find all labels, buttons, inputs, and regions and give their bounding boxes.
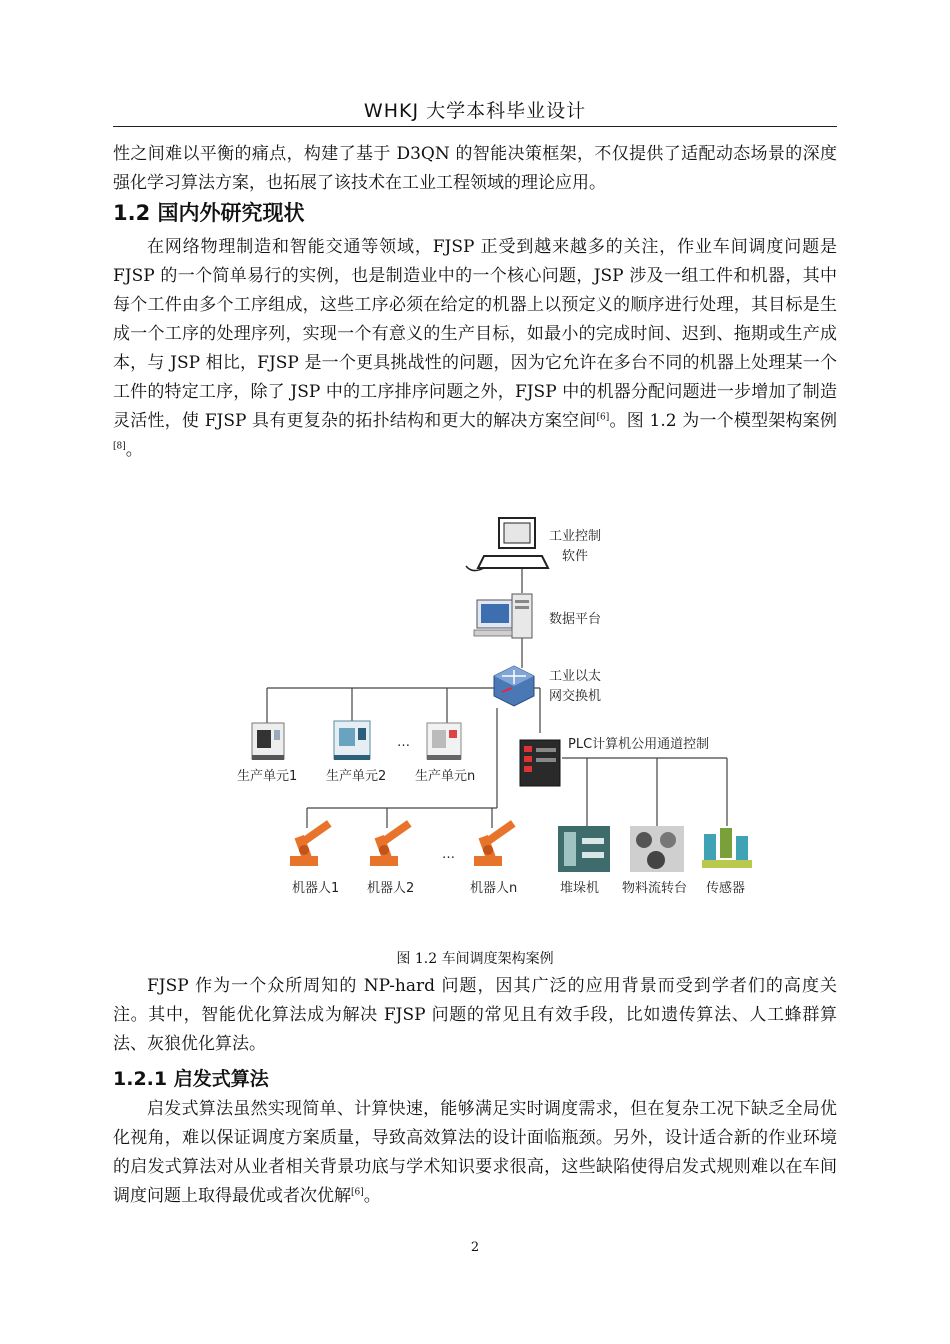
robotn-label: 机器人n	[470, 881, 518, 896]
page-header: WHKJ 大学本科毕业设计	[363, 100, 587, 122]
unitn-label: 生产单元n	[415, 769, 476, 784]
stacker-label: 堆垛机	[560, 881, 600, 896]
citation-ref: [6]	[596, 412, 610, 423]
software-label-line2: 软件	[562, 549, 589, 564]
paragraph-text: 。	[363, 1186, 381, 1206]
plc-controller-icon	[520, 740, 560, 786]
figure-caption: 图 1.2 车间调度架构案例	[396, 951, 554, 967]
software-label-line1: 工业控制	[549, 529, 602, 544]
workshop-architecture-figure	[222, 508, 762, 908]
network-switch-icon	[494, 666, 534, 706]
paragraph-research-status	[113, 233, 837, 465]
turntable-label: 物料流转台	[622, 881, 688, 896]
robot-arm-icon	[370, 820, 412, 866]
citation-ref: [8]	[113, 441, 126, 452]
paragraph-text: 在网络物理制造和智能交通等领域，FJSP 正受到越来越多的关注，作业车间调度问题是 FJSP 的一个简单易行的实例，也是制造业中的一个核心问题，JSP 涉及一组工件和机器，其中每个工件由多个工序组成，这些工序必须在给定的机器上以预定义的顺序进行处理，其目标是生成一个工序的处理序列，实现一个有意义的生产目标，如最小的完成时间、迟到、拖期或生产成本，与 JSP 相比，FJSP 是一个更具挑战性的问题，因为它允许在多台不同的机器上处理某一个工件的特定工序，除了 JSP 中的工序排序问题之外，FJSP 中的机器分配问题进一步增加了制造灵活性，使 FJSP 具有更复杂的拓扑结构和更大的解决方案空间	[113, 237, 837, 431]
citation-ref: [6]	[351, 1187, 364, 1198]
paragraph-text: 。图 1.2 为一个模型架构案例	[609, 411, 837, 431]
switch-label-line1: 工业以太	[549, 669, 602, 684]
header-rule	[113, 126, 837, 127]
turntable-icon	[630, 826, 684, 872]
cnc-machine-icon	[252, 723, 284, 760]
page-number: 2	[470, 1240, 480, 1255]
server-icon	[474, 594, 532, 638]
paragraph-intro-continuation: 性之间难以平衡的痛点，构建了基于 D3QN 的智能决策框架，不仅提供了适配动态场景的深度强化学习算法方案，也拓展了该技术在工业工程领域的理论应用。	[113, 144, 837, 193]
platform-label: 数据平台	[549, 612, 602, 627]
paragraph-heuristic	[113, 1095, 837, 1211]
robot-arm-icon	[474, 820, 516, 866]
units-ellipsis: …	[397, 735, 410, 750]
paragraph-text: 启发式算法虽然实现简单、计算快速，能够满足实时调度需求，但在复杂工况下缺乏全局优化视角，难以保证调度方案质量，导致高效算法的设计面临瓶颈。另外，设计适合新的作业环境的启发式算法对从业者相关背景功底与学术知识要求很高，这些缺陷使得启发式规则难以在车间调度问题上取得最优或者次优解	[113, 1099, 837, 1206]
cnc-machine-icon	[334, 721, 370, 760]
paragraph-fjsp-np-hard: FJSP 作为一个众所周知的 NP-hard 问题，因其广泛的应用背景而受到学者们的高度关注。其中，智能优化算法成为解决 FJSP 问题的常见且有效手段，比如遗传算法、人工蜂群算法、灰狼优化算法。	[113, 976, 837, 1054]
unit1-label: 生产单元1	[237, 769, 298, 784]
subsection-heading: 1.2.1 启发式算法	[113, 1068, 269, 1090]
robot2-label: 机器人2	[367, 881, 415, 896]
cnc-machine-icon	[427, 723, 461, 760]
robot1-label: 机器人1	[292, 881, 340, 896]
switch-label-line2: 网交换机	[549, 689, 602, 704]
robots-ellipsis: …	[442, 847, 455, 862]
stacker-crane-icon	[558, 826, 610, 872]
paragraph-text: 。	[125, 440, 143, 460]
robot-arm-icon	[290, 820, 332, 866]
plc-label: PLC计算机公用通道控制	[568, 737, 710, 752]
sensor-icon	[702, 828, 752, 868]
section-heading: 1.2 国内外研究现状	[113, 201, 305, 225]
computer-icon	[466, 518, 548, 571]
unit2-label: 生产单元2	[326, 769, 387, 784]
sensor-label: 传感器	[706, 881, 746, 896]
